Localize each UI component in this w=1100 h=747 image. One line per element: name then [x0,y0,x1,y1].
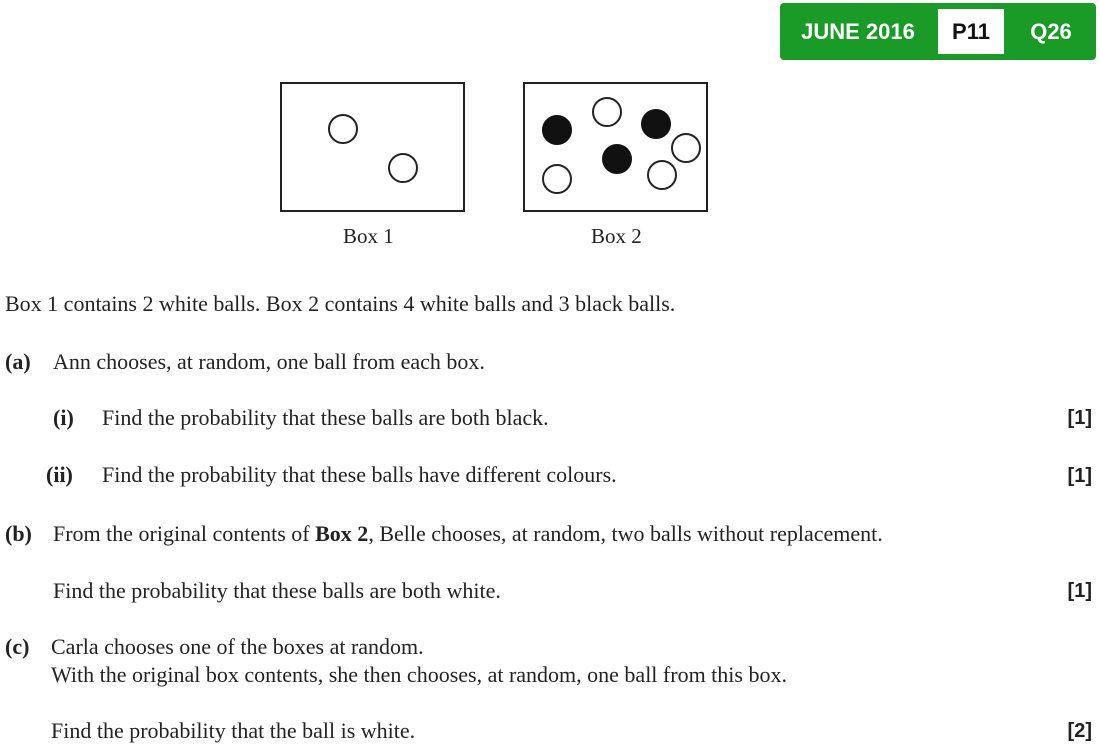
box-1-white-ball [389,154,417,182]
intro-text: Box 1 contains 2 white balls. Box 2 contains 4 white balls and 3 black balls. [5,291,676,316]
box-2-label: Box 2 [591,224,642,248]
box-2-white-ball [648,161,676,189]
part-a-label: (a) [5,349,31,374]
part-b-question: Find the probability that these balls are both white. [53,578,501,603]
part-b-text-bold: Box 2 [315,521,369,546]
box-1-white-ball [329,115,357,143]
part-a-ii-marks: [1] [1067,465,1092,487]
box-2-white-ball [543,165,571,193]
box-2-balls [525,84,710,214]
part-c-line2: With the original box contents, she then chooses, at random, one ball from this box. [51,662,787,687]
question-number: Q26 [1030,19,1072,44]
part-c-line1: Carla chooses one of the boxes at random. [51,634,424,659]
box-2-black-ball [642,110,670,138]
part-a-text: Ann chooses, at random, one ball from each box. [53,349,485,374]
part-b-text [53,521,883,547]
question-reference-badge [780,3,1096,60]
exam-date: JUNE 2016 [801,19,915,44]
box-2-diagram [523,82,708,212]
part-b-label: (b) [5,521,32,546]
part-b-marks: [1] [1067,580,1092,602]
part-b-text-before: From the original contents of [53,521,316,546]
box-2-white-ball [593,98,621,126]
part-a-i-text: Find the probability that these balls are both black. [102,405,549,430]
part-c-label: (c) [5,634,30,659]
box-1-balls [282,84,467,214]
box-2-black-ball [603,145,631,173]
paper-number: P11 [938,9,1004,54]
part-b-text-after: , Belle chooses, at random, two balls without replacement. [368,521,883,546]
part-a-ii-text: Find the probability that these balls have different colours. [102,462,617,487]
box-2-white-ball [672,134,700,162]
box-1-diagram [280,82,465,212]
part-a-i-marks: [1] [1067,407,1092,429]
box-1-label: Box 1 [343,224,394,248]
part-a-ii-label: (ii) [46,462,73,487]
part-c-question: Find the probability that the ball is white. [51,718,416,743]
box-2-black-ball [543,116,571,144]
part-a-i-label: (i) [53,405,74,430]
part-c-marks: [2] [1067,720,1092,742]
